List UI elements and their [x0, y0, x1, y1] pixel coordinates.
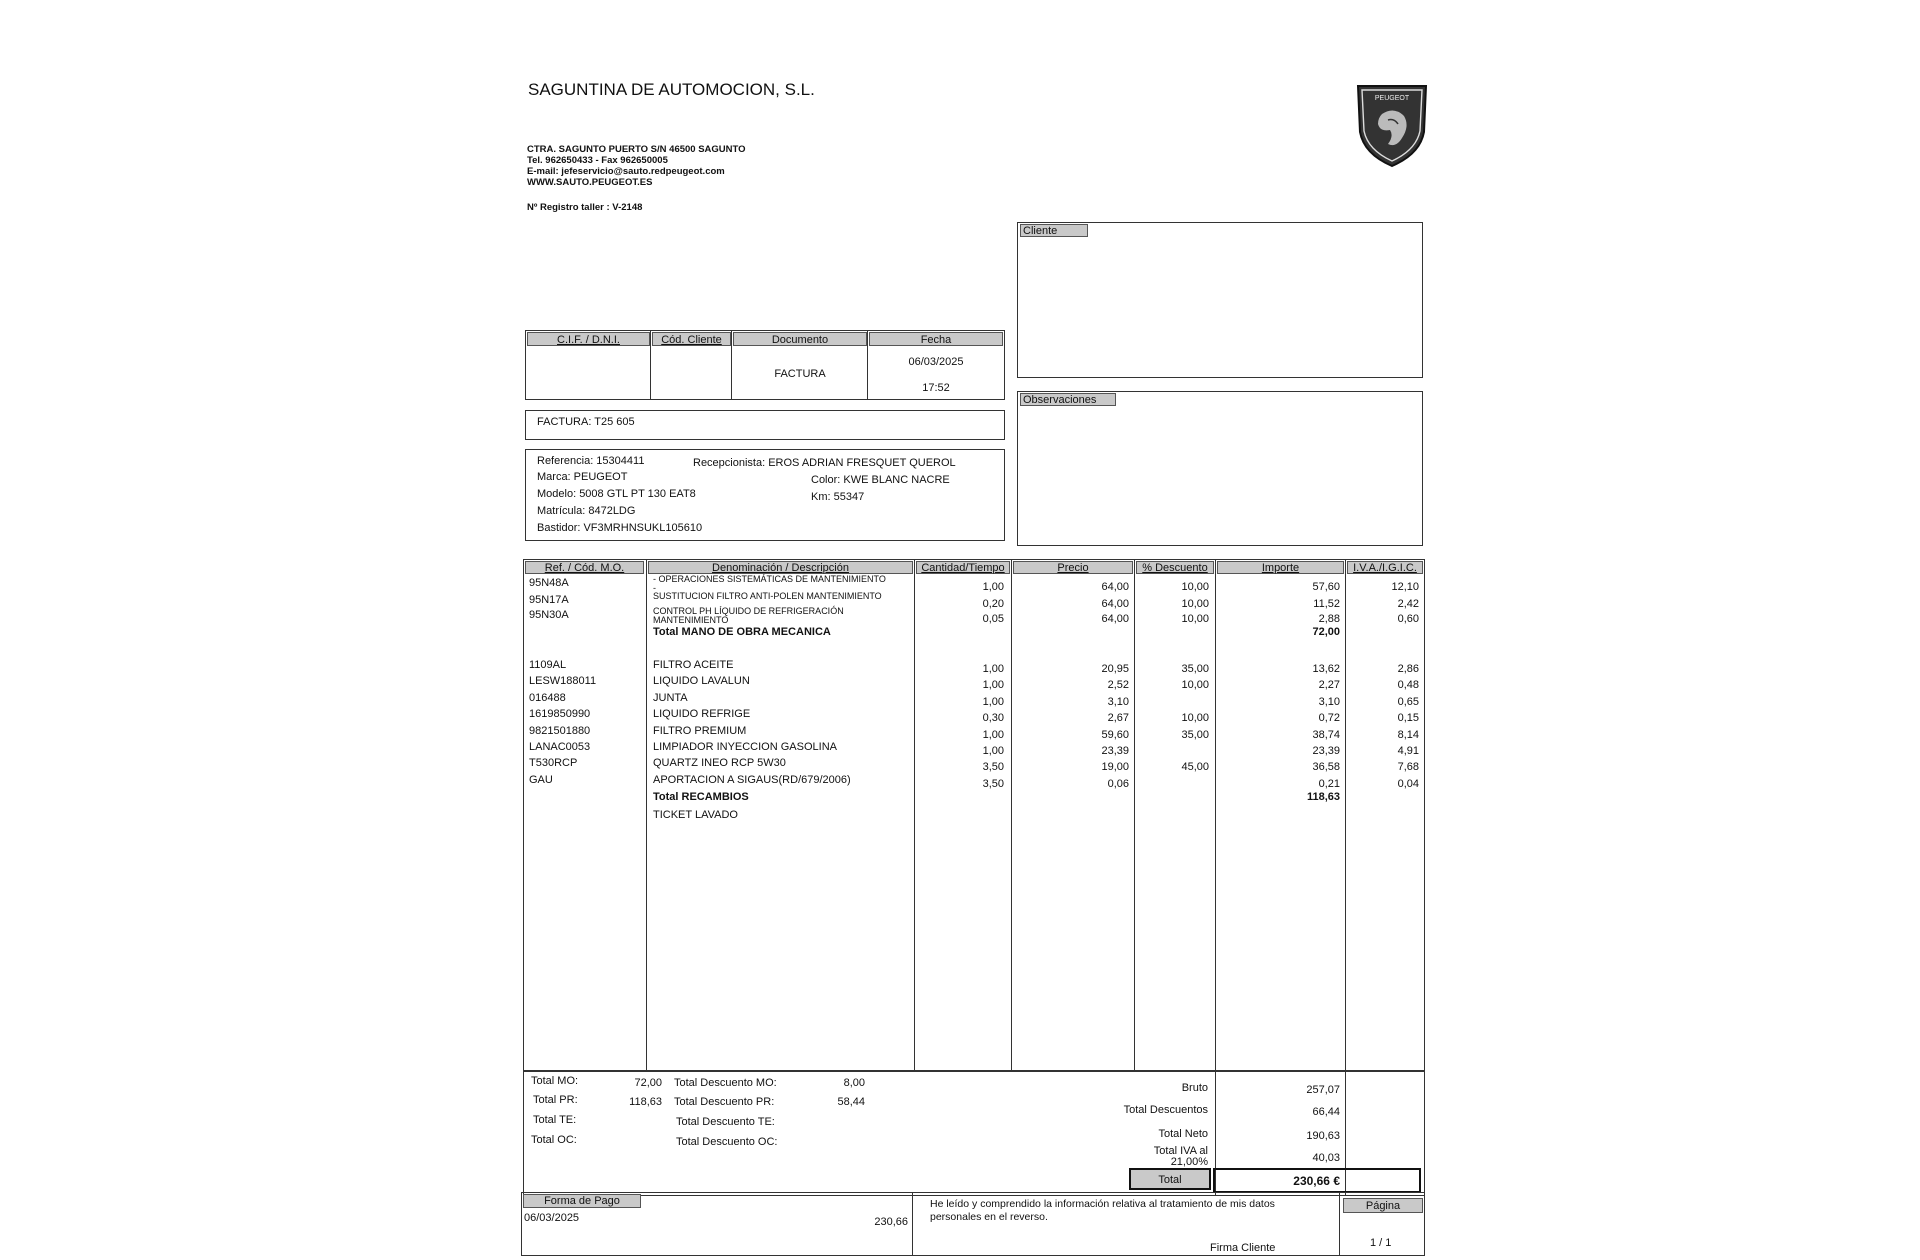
cell-ref: 1619850990 — [529, 708, 591, 720]
company-name: SAGUNTINA DE AUTOMOCION, S.L. — [528, 80, 815, 99]
cell-vat: 8,14 — [1397, 729, 1419, 741]
table-row — [524, 673, 1424, 689]
page-label: Página — [1343, 1198, 1423, 1213]
cell-amount: 36,58 — [1312, 761, 1340, 773]
cell-qty: 1,00 — [982, 729, 1004, 741]
document-header: Documento — [733, 332, 867, 346]
grand-total-label: Total — [1129, 1168, 1211, 1190]
table-row — [524, 607, 1424, 623]
cell-qty: 1,00 — [982, 679, 1004, 691]
cell-ref: 1109AL — [529, 659, 567, 671]
col-header-vat: I.V.A./I.G.I.C. — [1347, 561, 1423, 574]
cell-amount: 38,74 — [1312, 729, 1340, 741]
cell-disc: 35,00 — [1181, 663, 1209, 675]
col-header-amount: Importe — [1217, 561, 1344, 574]
table-row — [524, 789, 1424, 805]
cell-qty: 3,50 — [982, 778, 1004, 790]
cell-vat: 12,10 — [1391, 581, 1419, 593]
table-row — [524, 575, 1424, 591]
cell-amount: 118,63 — [1306, 791, 1340, 803]
vehicle-vin: Bastidor: VF3MRHNSUKL105610 — [537, 522, 703, 534]
items-rows — [524, 560, 1424, 1071]
table-row — [524, 657, 1424, 673]
cell-disc: 10,00 — [1181, 581, 1209, 593]
cell-price: 23,39 — [1101, 745, 1129, 757]
table-row — [524, 739, 1424, 755]
net-total-label: Total Neto — [1158, 1128, 1208, 1140]
cell-ref: 95N48A — [529, 577, 569, 589]
cell-disc: 10,00 — [1181, 613, 1209, 625]
cell-desc-continued: - — [653, 583, 656, 593]
table-row — [524, 755, 1424, 771]
cell-desc: FILTRO ACEITE — [653, 659, 734, 671]
discount-pr-value: 58,44 — [837, 1096, 865, 1108]
cell-ref: LANAC0053 — [529, 741, 591, 753]
cell-qty: 1,00 — [982, 696, 1004, 708]
total-te-label: Total TE: — [533, 1114, 577, 1126]
company-web: WWW.SAUTO.PEUGEOT.ES — [527, 177, 653, 188]
cell-qty: 1,00 — [982, 581, 1004, 593]
cell-price: 19,00 — [1101, 761, 1129, 773]
cell-amount: 2,88 — [1318, 613, 1340, 625]
privacy-notice-line1: He leído y comprendido la información relativa al tratamiento de mis datos — [930, 1198, 1275, 1210]
cell-desc: JUNTA — [653, 692, 688, 704]
observations-box — [1017, 391, 1423, 546]
cell-amount: 11,52 — [1313, 598, 1340, 610]
cell-price: 64,00 — [1101, 581, 1129, 593]
col-header-ref: Ref. / Cód. M.O. — [525, 561, 644, 574]
date-header: Fecha — [869, 332, 1003, 346]
observations-label: Observaciones — [1020, 393, 1116, 406]
cell-vat: 4,91 — [1397, 745, 1419, 757]
cell-amount: 57,60 — [1312, 581, 1340, 593]
cell-price: 64,00 — [1101, 613, 1129, 625]
vat-label: Total IVA al — [1153, 1145, 1208, 1157]
payment-date: 06/03/2025 — [524, 1212, 580, 1224]
cell-amount: 72,00 — [1312, 626, 1340, 638]
discount-mo-value: 8,00 — [843, 1077, 865, 1089]
cell-desc: Total RECAMBIOS — [653, 791, 749, 803]
col-header-qty: Cantidad/Tiempo — [916, 561, 1010, 574]
discount-te-label: Total Descuento TE: — [676, 1116, 775, 1128]
col-header-desc: Denominación / Descripción — [648, 561, 913, 574]
cell-ref: 95N17A — [529, 594, 569, 606]
cell-desc-continued: MANTENIMIENTO — [653, 615, 729, 625]
cell-qty: 0,05 — [982, 613, 1004, 625]
cell-disc: 10,00 — [1181, 679, 1209, 691]
cell-desc: TICKET LAVADO — [653, 809, 738, 821]
cell-price: 3,10 — [1107, 696, 1129, 708]
cell-disc: 10,00 — [1181, 598, 1209, 610]
table-row — [524, 772, 1424, 788]
cell-ref: LESW188011 — [529, 675, 597, 687]
cif-header: C.I.F. / D.N.I. — [527, 332, 650, 346]
cell-desc: LIQUIDO LAVALUN — [653, 675, 750, 687]
document-time: 17:52 — [922, 382, 950, 394]
cell-ref: 016488 — [529, 692, 566, 704]
cell-qty: 3,50 — [982, 761, 1004, 773]
document-date: 06/03/2025 — [908, 356, 964, 368]
discount-mo-label: Total Descuento MO: — [674, 1077, 777, 1089]
cell-price: 64,00 — [1101, 598, 1129, 610]
cell-amount: 0,21 — [1318, 778, 1340, 790]
bruto-value: 257,07 — [1306, 1084, 1340, 1096]
cell-qty: 1,00 — [982, 745, 1004, 757]
vat-rate: 21,00% — [1170, 1156, 1208, 1168]
vat-value: 40,03 — [1312, 1152, 1340, 1164]
cell-desc: QUARTZ INEO RCP 5W30 — [653, 757, 786, 769]
company-email: E-mail: jefeservicio@sauto.redpeugeot.com — [527, 166, 725, 177]
vehicle-reference: Referencia: 15304411 — [537, 455, 645, 467]
cell-ref: GAU — [529, 774, 553, 786]
cell-ref: 9821501880 — [529, 725, 591, 737]
cell-price: 20,95 — [1101, 663, 1129, 675]
client-label: Cliente — [1020, 224, 1088, 237]
company-phone: Tel. 962650433 - Fax 962650005 — [527, 155, 668, 166]
total-discounts-value: 66,44 — [1312, 1106, 1340, 1118]
total-pr-label: Total PR: — [533, 1094, 578, 1106]
payment-method-label: Forma de Pago — [523, 1194, 641, 1208]
cell-desc: CONTROL PH LÍQUIDO DE REFRIGERACIÓN — [653, 606, 844, 616]
discount-oc-label: Total Descuento OC: — [676, 1136, 778, 1148]
privacy-notice-line2: personales en el reverso. — [930, 1211, 1048, 1223]
cell-amount: 0,72 — [1318, 712, 1340, 724]
items-table — [523, 559, 1425, 1072]
cell-disc: 45,00 — [1181, 761, 1209, 773]
vehicle-plate: Matrícula: 8472LDG — [537, 505, 636, 517]
customer-signature-label: Firma Cliente — [1210, 1242, 1276, 1254]
document-type: FACTURA — [774, 368, 826, 380]
table-row — [524, 624, 1424, 640]
cell-disc: 35,00 — [1181, 729, 1209, 741]
total-oc-label: Total OC: — [531, 1134, 577, 1146]
total-mo-value: 72,00 — [634, 1077, 662, 1089]
cell-vat: 0,65 — [1397, 696, 1419, 708]
vehicle-receptionist: Recepcionista: EROS ADRIAN FRESQUET QUEROL — [693, 457, 956, 469]
logo-text: PEUGEOT — [1374, 95, 1410, 102]
table-row — [524, 706, 1424, 722]
client-box — [1017, 222, 1423, 378]
cell-desc: FILTRO PREMIUM — [653, 725, 747, 737]
peugeot-logo — [1354, 84, 1430, 168]
cell-desc: - OPERACIONES SISTEMÁTICAS DE MANTENIMIENTO — [653, 574, 886, 584]
cell-disc: 10,00 — [1181, 712, 1209, 724]
cell-price: 0,06 — [1107, 778, 1129, 790]
cell-vat: 0,48 — [1397, 679, 1419, 691]
discount-pr-label: Total Descuento PR: — [674, 1096, 775, 1108]
page-number: 1 / 1 — [1370, 1237, 1392, 1249]
company-address: CTRA. SAGUNTO PUERTO S/N 46500 SAGUNTO — [527, 144, 746, 155]
cell-vat: 0,15 — [1397, 712, 1419, 724]
cell-desc: SUSTITUCION FILTRO ANTI-POLEN MANTENIMIENTO — [653, 591, 882, 601]
cell-qty: 0,30 — [982, 712, 1004, 724]
cell-price: 59,60 — [1101, 729, 1129, 741]
vehicle-model: Modelo: 5008 GTL PT 130 EAT8 — [537, 488, 696, 500]
cell-amount: 13,62 — [1312, 663, 1340, 675]
cell-ref: T530RCP — [529, 757, 578, 769]
cell-vat: 7,68 — [1397, 761, 1419, 773]
table-row — [524, 690, 1424, 706]
invoice-number: FACTURA: T25 605 — [537, 416, 635, 428]
table-row — [524, 723, 1424, 739]
total-mo-label: Total MO: — [531, 1075, 579, 1087]
total-pr-value: 118,63 — [629, 1096, 662, 1108]
cell-desc: Total MANO DE OBRA MECANICA — [653, 626, 831, 638]
cell-amount: 23,39 — [1312, 745, 1340, 757]
cell-vat: 0,04 — [1397, 778, 1419, 790]
payment-amount: 230,66 — [874, 1216, 908, 1228]
cell-desc: LIQUIDO REFRIGE — [653, 708, 751, 720]
cell-vat: 2,86 — [1397, 663, 1419, 675]
cell-vat: 0,60 — [1397, 613, 1419, 625]
cell-amount: 2,27 — [1318, 679, 1340, 691]
col-header-price: Precio — [1013, 561, 1133, 574]
cell-price: 2,52 — [1107, 679, 1129, 691]
col-header-discount: % Descuento — [1136, 561, 1214, 574]
grand-total-value: 230,66 € — [1293, 1174, 1340, 1188]
vehicle-km: Km: 55347 — [811, 491, 865, 503]
vehicle-brand: Marca: PEUGEOT — [537, 471, 628, 483]
table-row — [524, 807, 1424, 823]
vehicle-color: Color: KWE BLANC NACRE — [811, 474, 950, 486]
bruto-label: Bruto — [1181, 1082, 1208, 1094]
total-discounts-label: Total Descuentos — [1123, 1104, 1208, 1116]
cell-desc: LIMPIADOR INYECCION GASOLINA — [653, 741, 837, 753]
cell-vat: 2,42 — [1397, 598, 1419, 610]
cell-amount: 3,10 — [1318, 696, 1340, 708]
net-total-value: 190,63 — [1306, 1130, 1340, 1142]
cell-qty: 0,20 — [982, 598, 1004, 610]
cell-qty: 1,00 — [982, 663, 1004, 675]
cell-desc: APORTACION A SIGAUS(RD/679/2006) — [653, 774, 851, 786]
workshop-registry: Nº Registro taller : V-2148 — [527, 202, 643, 213]
cell-price: 2,67 — [1107, 712, 1129, 724]
cell-ref: 95N30A — [529, 609, 569, 621]
client-code-header: Cód. Cliente — [652, 332, 731, 346]
